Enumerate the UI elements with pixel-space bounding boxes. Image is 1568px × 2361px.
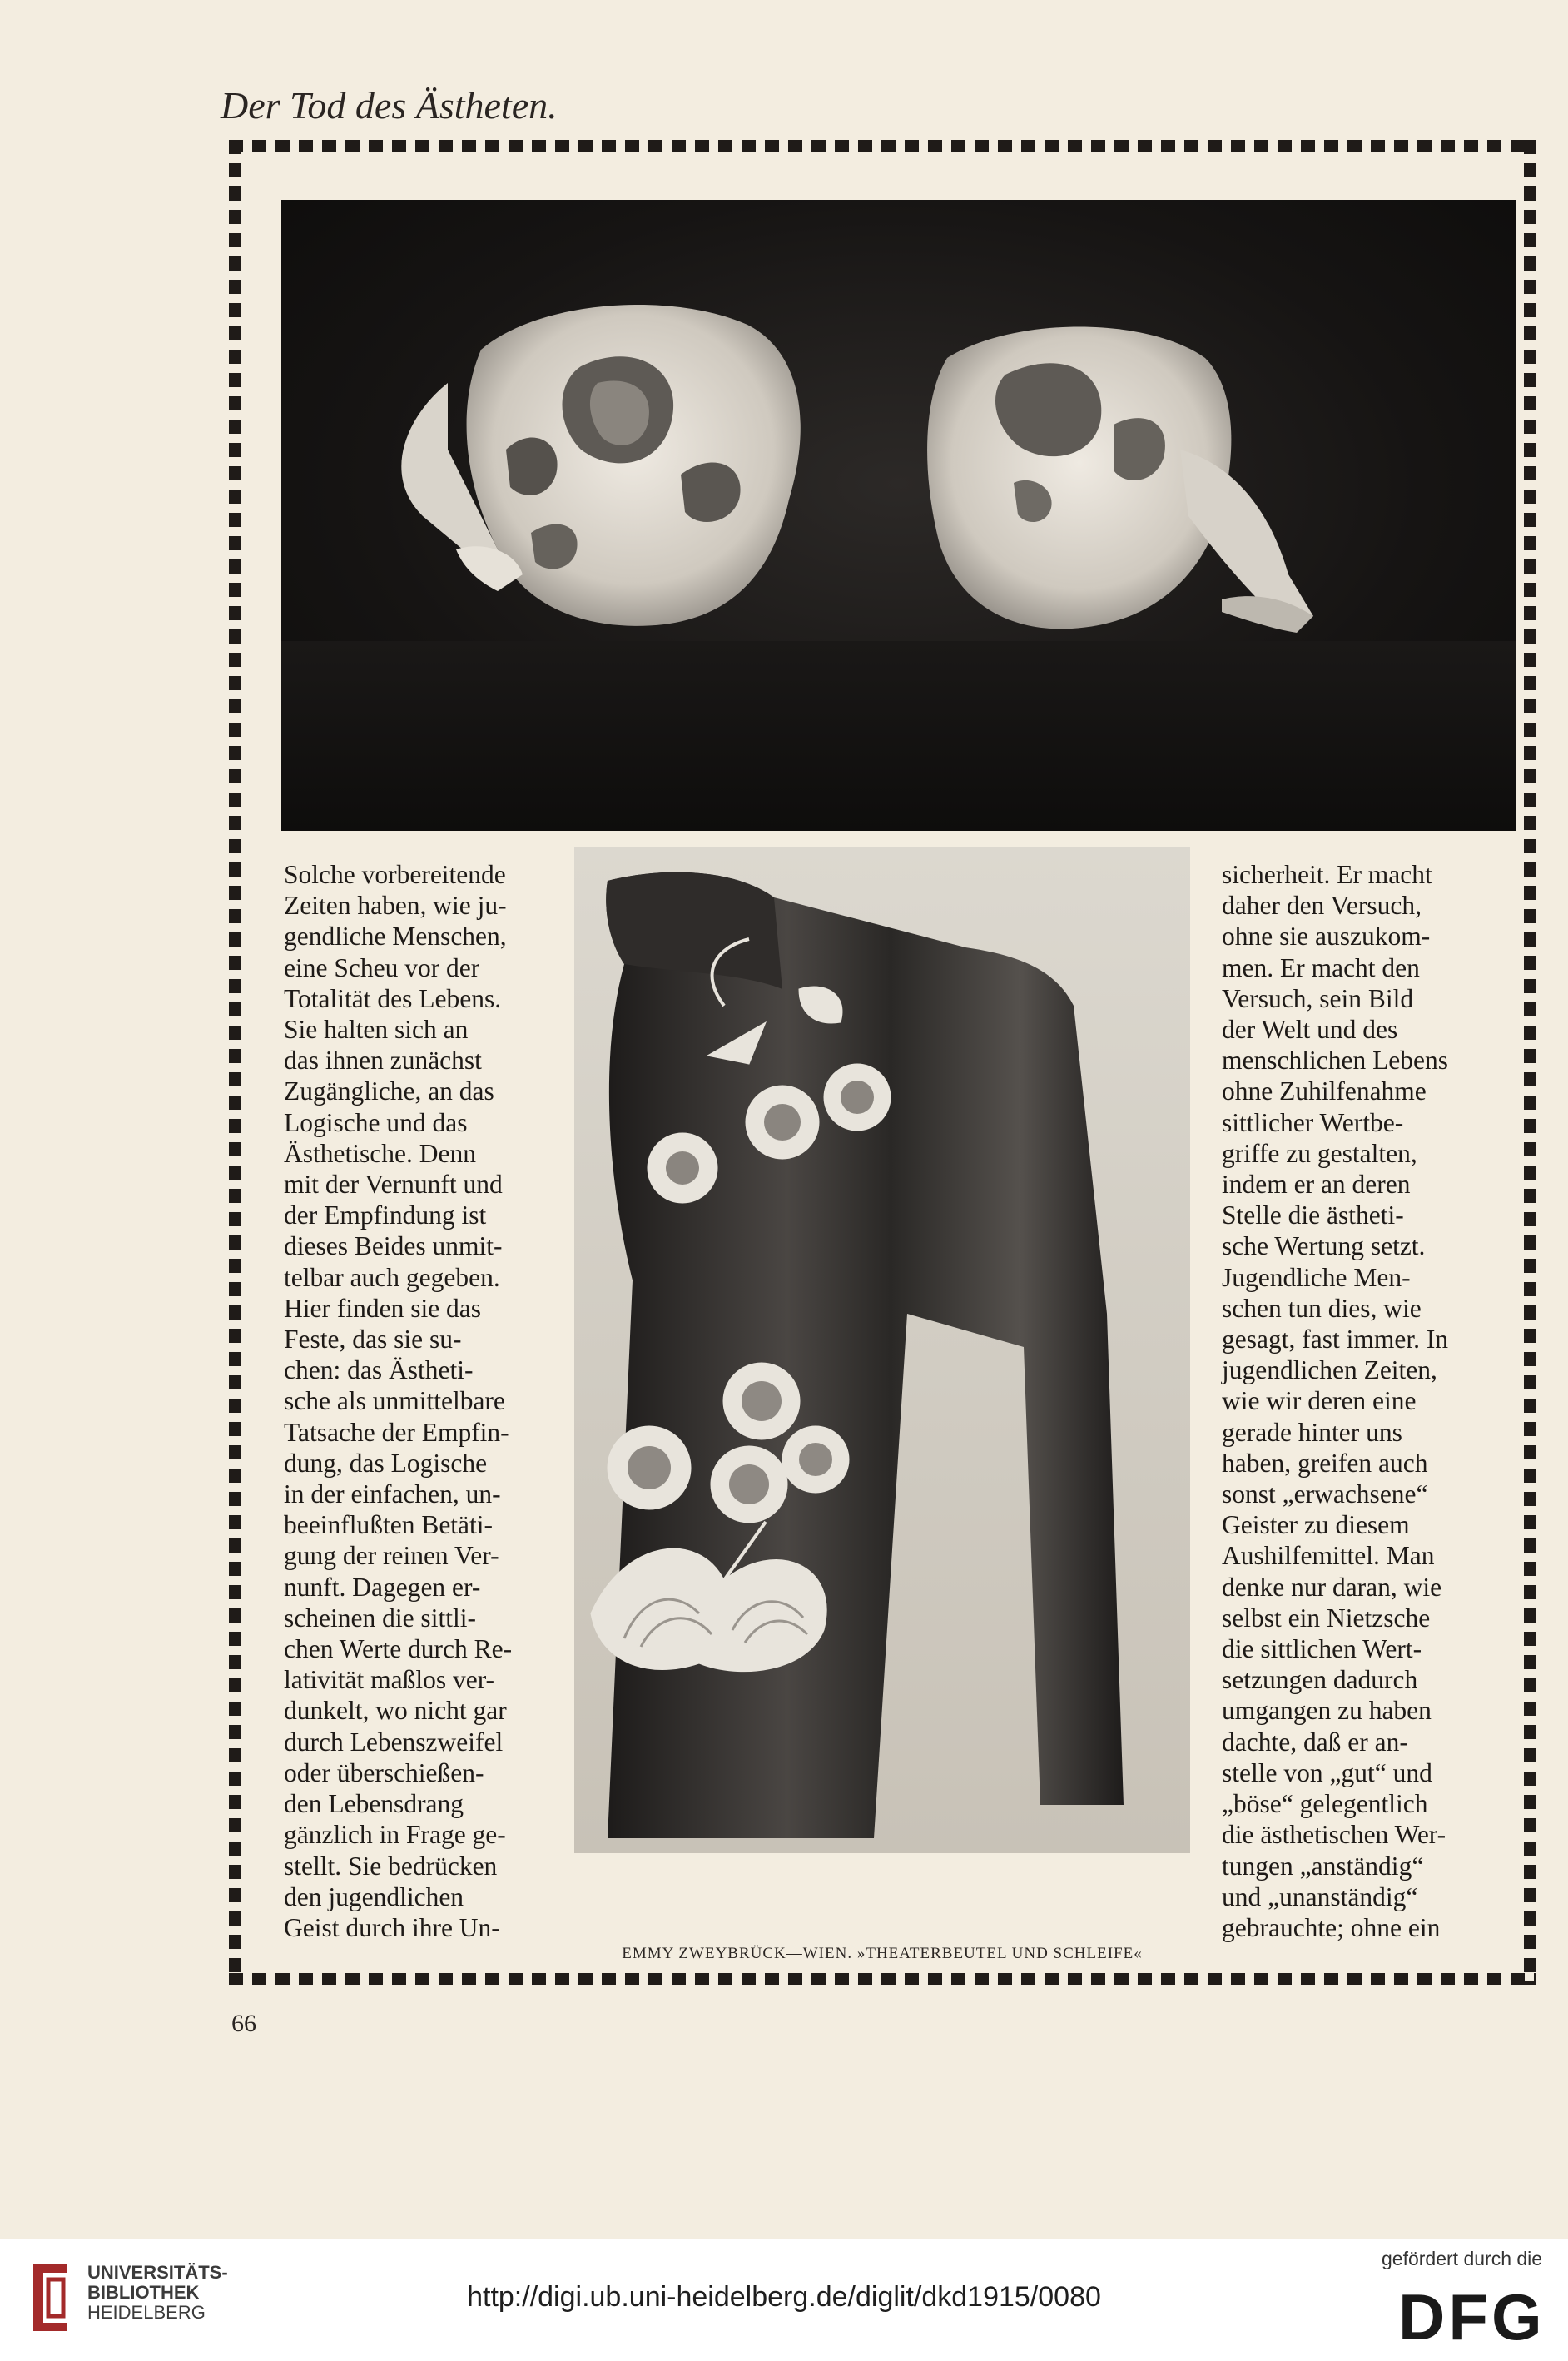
text-line: schen tun dies, wie [1222, 1293, 1422, 1323]
text-line: scheinen die sittli- [284, 1603, 476, 1633]
text-line: beeinflußten Betäti- [284, 1510, 494, 1540]
text-line: die ästhetischen Wer- [1222, 1820, 1446, 1850]
text-line: mit der Vernunft und [284, 1170, 503, 1200]
text-line: wie wir deren eine [1222, 1386, 1417, 1416]
text-line: selbst ein Nietzsche [1222, 1603, 1431, 1633]
text-line: nunft. Dagegen er- [284, 1572, 481, 1602]
text-line: gänzlich in Frage ge- [284, 1820, 506, 1850]
text-line: eine Scheu vor der [284, 952, 480, 982]
text-line: Feste, das sie su- [284, 1325, 462, 1354]
text-line: dieses Beides unmit- [284, 1231, 503, 1261]
text-line: die sittlichen Wert- [1222, 1634, 1422, 1664]
text-line: jugendlichen Zeiten, [1222, 1355, 1437, 1385]
text-line: der Empfindung ist [284, 1200, 487, 1230]
text-line: den Lebensdrang [284, 1789, 464, 1819]
text-line: haben, greifen auch [1222, 1448, 1428, 1478]
text-column-right [1222, 859, 1476, 1943]
text-line: denke nur daran, wie [1222, 1572, 1442, 1602]
text-line: den jugendlichen [284, 1881, 464, 1911]
text-line: setzungen dadurch [1222, 1665, 1418, 1695]
text-line: telbar auch gegeben. [284, 1262, 500, 1292]
dfg-logo[interactable]: DFG [1398, 2280, 1546, 2354]
running-header: Der Tod des Ästheten. [221, 84, 558, 127]
text-line: Logische und das [284, 1107, 468, 1137]
text-line: sittlicher Wertbe- [1222, 1107, 1404, 1137]
library-name: UNIVERSITÄTS- BIBLIOTHEK HEIDELBERG [87, 2262, 228, 2323]
text-line: Solche vorbereitende [284, 860, 506, 889]
text-line: gebrauchte; ohne ein [1222, 1912, 1441, 1942]
text-line: sche Wertung setzt. [1222, 1231, 1426, 1261]
text-line: stelle von „gut“ und [1222, 1757, 1432, 1787]
text-line: Aushilfemittel. Man [1222, 1541, 1435, 1571]
page-number: 66 [231, 2010, 256, 2037]
text-line: Tatsache der Empfin- [284, 1417, 509, 1447]
text-line: Sie halten sich an [284, 1015, 469, 1045]
text-line: Versuch, sein Bild [1222, 983, 1414, 1013]
text-line: Stelle die ästheti- [1222, 1200, 1404, 1230]
text-line: dachte, daß er an- [1222, 1727, 1408, 1757]
text-line: umgangen zu haben [1222, 1696, 1432, 1726]
border-left [229, 140, 241, 1985]
text-line: Geister zu diesem [1222, 1510, 1410, 1540]
text-line: sonst „erwachsene“ [1222, 1479, 1428, 1509]
border-bottom [229, 1973, 1536, 1985]
text-line: gesagt, fast immer. In [1222, 1325, 1449, 1354]
text-line: dunkelt, wo nicht gar [284, 1696, 507, 1726]
border-top [229, 140, 1536, 152]
text-line: men. Er macht den [1222, 952, 1420, 982]
text-line: Geist durch ihre Un- [284, 1912, 500, 1942]
text-line: „böse“ gelegentlich [1222, 1789, 1428, 1819]
right-bag [927, 327, 1313, 634]
text-line: gung der reinen Ver- [284, 1541, 499, 1571]
text-line: Jugendliche Men- [1222, 1262, 1411, 1292]
text-line: griffe zu gestalten, [1222, 1138, 1417, 1168]
text-line: sche als unmittelbare [284, 1386, 505, 1416]
text-line: der Welt und des [1222, 1015, 1398, 1045]
text-line: stellt. Sie bedrücken [284, 1851, 498, 1881]
text-line: Totalität des Lebens. [284, 983, 502, 1013]
text-line: chen: das Ästheti- [284, 1355, 474, 1385]
text-line: in der einfachen, un- [284, 1479, 501, 1509]
text-line: sicherheit. Er macht [1222, 860, 1432, 889]
border-right [1524, 140, 1536, 1985]
text-line: durch Lebenszweifel [284, 1727, 504, 1757]
text-line: Hier finden sie das [284, 1293, 482, 1323]
text-line: chen Werte durch Re- [284, 1634, 513, 1664]
text-line: ohne Zuhilfenahme [1222, 1076, 1427, 1106]
permalink-url[interactable]: http://digi.ub.uni-heidelberg.de/diglit/dkd1915/0080 [467, 2281, 1101, 2313]
photo-caption: EMMY ZWEYBRÜCK—WIEN. »THEATERBEUTEL UND SCHLEIFE« [622, 1945, 1143, 1962]
text-line: ohne sie auszukom- [1222, 922, 1431, 952]
text-line: Ästhetische. Denn [284, 1138, 476, 1168]
text-column-left [284, 859, 542, 1943]
text-line: indem er an deren [1222, 1170, 1411, 1200]
text-line: tungen „anständig“ [1222, 1851, 1424, 1881]
text-line: gerade hinter uns [1222, 1417, 1402, 1447]
text-line: und „unanständig“ [1222, 1881, 1418, 1911]
text-line: oder überschießen- [284, 1757, 484, 1787]
text-line: Zugängliche, an das [284, 1076, 494, 1106]
photo-ribbon [574, 847, 1190, 1853]
text-line: dung, das Logische [284, 1448, 488, 1478]
left-bag [401, 305, 800, 626]
funded-by-label: gefördert durch die [1382, 2248, 1543, 2269]
photo-theatre-bags [281, 200, 1516, 831]
text-line: daher den Versuch, [1222, 891, 1422, 921]
text-line: menschlichen Lebens [1222, 1046, 1449, 1076]
text-line: gendliche Menschen, [284, 922, 507, 952]
text-line: lativität maßlos ver- [284, 1665, 495, 1695]
text-line: Zeiten haben, wie ju- [284, 891, 507, 921]
text-line: das ihnen zunächst [284, 1046, 482, 1076]
